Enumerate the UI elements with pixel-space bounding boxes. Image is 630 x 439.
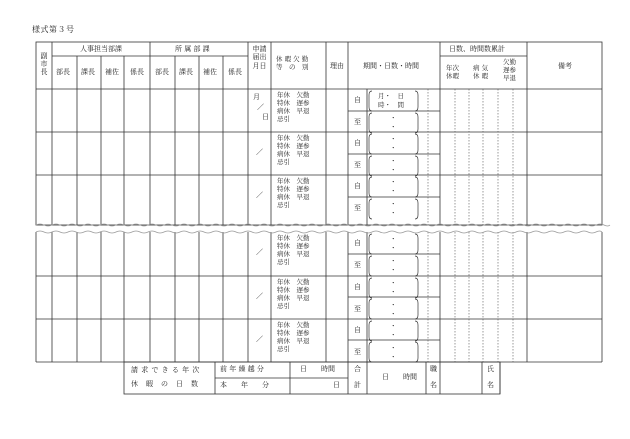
row-4-to-label: 至 (354, 261, 361, 269)
row-6-leave-types (277, 321, 310, 354)
row-5-leave-type-3: 病休 早退 (277, 294, 310, 303)
row-2-from-dot-2: ・ (390, 144, 397, 152)
row-5-leave-type-1: 年休 欠勤 (277, 278, 310, 286)
header-affiliated-role-1: 部長 (155, 68, 169, 76)
header-cum-absence-2: 遅参 (503, 66, 516, 75)
header-period: 期間・日数・時間 (363, 62, 419, 70)
row-2-leave-type-3: 病休 早退 (277, 150, 310, 159)
row-6-leave-type-4: 忌引 (277, 345, 290, 354)
row-2-leave-type-2: 特休 遅参 (277, 142, 310, 151)
row-1-leave-type-3: 病休 早退 (277, 107, 310, 116)
row-6-date-slash: ／ (256, 335, 263, 343)
row-5-from-dot-2: ・ (390, 288, 397, 296)
footer-current-year: 本 年 分 (220, 381, 269, 389)
row-2-leave-type-1: 年休 欠勤 (277, 134, 310, 142)
row-2-to-label: 至 (354, 161, 361, 169)
row-1-leave-type-4: 忌引 (277, 115, 290, 124)
header-affiliated-section: 所 属 部 課 (175, 45, 210, 53)
header-cum-absence-1: 欠勤 (503, 58, 516, 66)
row-5-to-label: 至 (354, 305, 361, 313)
header-affiliated-role-3: 補佐 (203, 68, 217, 76)
header-cum-sick (473, 64, 488, 80)
row-2-from-label: 自 (354, 139, 361, 147)
header-cum-annual (446, 64, 459, 80)
row-1-from-month-day: 月・ 日 (378, 92, 404, 100)
row-2-leave-type-4: 忌引 (277, 158, 290, 167)
row-5-to-dot-1: ・ (390, 301, 397, 309)
row-6-leave-type-1: 年休 欠勤 (277, 321, 310, 329)
row-6-leave-type-3: 病休 早退 (277, 337, 310, 346)
row-1-leave-types (277, 91, 310, 124)
row-5-leave-type-2: 特休 遅参 (277, 286, 310, 295)
row-1-month: 月 (253, 93, 260, 101)
footer-total-2: 計 (354, 381, 361, 389)
row-4-to-dot-2: ・ (390, 266, 397, 274)
row-6-to-label: 至 (354, 348, 361, 356)
row-5-date-slash: ／ (256, 292, 263, 300)
footer-available-line-2: 休 暇 の 日 数 (131, 380, 199, 388)
footer-position-1: 職 (430, 365, 437, 373)
header-cum-absence-3: 早退 (503, 74, 516, 83)
row-3-from-label: 自 (354, 182, 361, 190)
row-1-date-slash: ／ (257, 103, 264, 111)
row-3-from-dot-1: ・ (390, 178, 397, 186)
row-2-date-slash: ／ (256, 148, 263, 156)
header-cum-absence (503, 58, 516, 82)
row-3-to-dot-1: ・ (390, 200, 397, 208)
header-affiliated-role-2: 課長 (179, 68, 193, 76)
row-1-leave-type-2: 特休 遅参 (277, 99, 310, 108)
header-cum-sick-2: 休 暇 (473, 72, 489, 81)
row-5-leave-type-4: 忌引 (277, 302, 290, 311)
row-5-leave-types (277, 278, 310, 311)
footer-position-2: 名 (430, 381, 437, 389)
row-3-to-dot-2: ・ (390, 209, 397, 217)
row-4-leave-types (277, 234, 310, 267)
row-1-to-label: 至 (354, 118, 361, 126)
row-1-to-dot-1: ・ (390, 114, 397, 122)
row-5-from-dot-1: ・ (390, 279, 397, 287)
row-3-leave-type-2: 特休 遅参 (277, 185, 310, 194)
header-hr-role-4: 係長 (130, 68, 144, 76)
header-request-date: 申請届出月日 (252, 45, 267, 70)
header-hr-role-2: 課長 (81, 68, 95, 76)
row-6-from-dot-1: ・ (390, 322, 397, 330)
row-1-from-label: 自 (354, 96, 361, 104)
header-hr-role-3: 補佐 (105, 68, 119, 76)
row-1-to-dot-2: ・ (390, 123, 397, 131)
row-6-from-label: 自 (354, 326, 361, 334)
row-6-from-dot-2: ・ (390, 331, 397, 339)
row-4-date-slash: ／ (256, 248, 263, 256)
row-4-leave-type-4: 忌引 (277, 258, 290, 267)
row-4-from-dot-2: ・ (390, 244, 397, 252)
row-2-to-dot-2: ・ (390, 166, 397, 174)
footer-total-day-hour: 日 時間 (382, 373, 417, 381)
row-5-to-dot-2: ・ (390, 310, 397, 318)
row-4-to-dot-1: ・ (390, 257, 397, 265)
header-cum-annual-2: 休暇 (446, 72, 459, 81)
row-1-leave-type-1: 年休 欠勤 (277, 91, 310, 99)
header-affiliated-role-4: 係長 (228, 68, 242, 76)
row-1-from-hour: 時・ 間 (378, 101, 404, 109)
header-hr-section: 人事担当部課 (80, 45, 122, 53)
header-cumulative: 日数、時間数累計 (449, 45, 505, 53)
header-cum-annual-1: 年次 (446, 64, 459, 72)
row-6-to-dot-2: ・ (390, 353, 397, 361)
row-3-from-dot-2: ・ (390, 187, 397, 195)
header-reason: 理由 (330, 62, 344, 70)
footer-total-1: 合 (354, 365, 361, 373)
header-cum-sick-1: 病 気 (473, 64, 489, 72)
footer-available-line-1: 請 求 で き る 年 次 (131, 366, 200, 374)
header-city-head: 副市長 (40, 52, 48, 77)
footer-current-day: 日 (333, 381, 340, 389)
row-3-leave-type-4: 忌引 (277, 201, 290, 210)
row-1-day: 日 (262, 113, 269, 121)
row-4-leave-type-2: 特休 遅参 (277, 242, 310, 251)
header-leave-type-line-2: 等 の 別 (276, 63, 309, 72)
footer-carryover: 前 年 繰 越 分 (220, 365, 264, 373)
row-2-leave-types (277, 134, 310, 167)
row-6-leave-type-2: 特休 遅参 (277, 329, 310, 338)
row-3-to-label: 至 (354, 204, 361, 212)
row-3-date-slash: ／ (256, 191, 263, 199)
row-4-from-label: 自 (354, 239, 361, 247)
footer-name-2: 名 (487, 381, 494, 389)
row-2-to-dot-1: ・ (390, 157, 397, 165)
row-4-from-dot-1: ・ (390, 235, 397, 243)
form-title: 様式第３号 (32, 25, 75, 34)
header-leave-type (276, 55, 309, 71)
row-4-leave-type-3: 病休 早退 (277, 250, 310, 259)
row-2-from-dot-1: ・ (390, 135, 397, 143)
row-3-leave-type-3: 病休 早退 (277, 193, 310, 202)
header-hr-role-1: 部長 (56, 68, 70, 76)
footer-carryover-day-hour: 日 時間 (300, 365, 335, 373)
row-6-to-dot-1: ・ (390, 344, 397, 352)
row-4-leave-type-1: 年休 欠勤 (277, 234, 310, 242)
row-3-leave-type-1: 年休 欠勤 (277, 177, 310, 185)
header-remarks: 備考 (558, 62, 572, 70)
footer-name-1: 氏 (487, 365, 494, 373)
row-3-leave-types (277, 177, 310, 210)
row-5-from-label: 自 (354, 283, 361, 291)
header-leave-type-line-1: 休 暇 欠 勤 (276, 55, 309, 63)
